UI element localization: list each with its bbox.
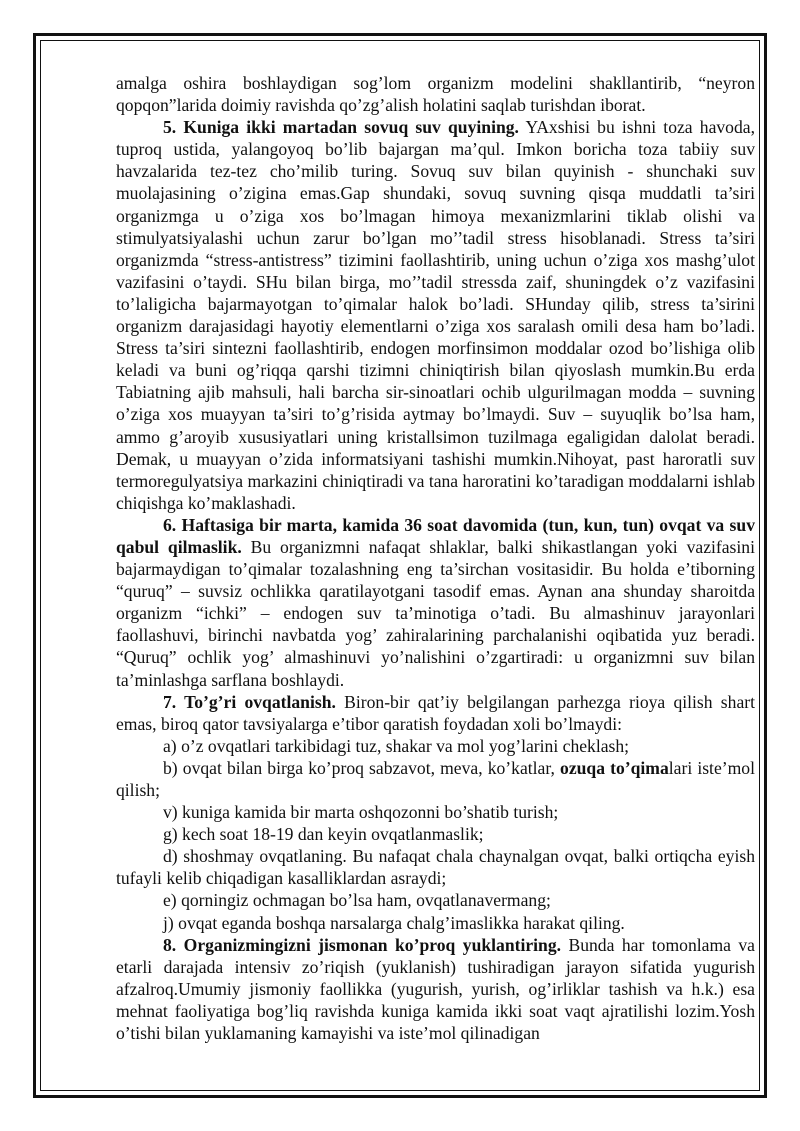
paragraph-6: 6. Haftasiga bir marta, kamida 36 soat davomida (tun, kun, tun) ovqat va suv qabul qilmaslik. Bu organizmni nafaqat shlaklar, balki shikastlangan yoki vazifasini bajarmaydigan to’qimalar tozalashning eng ta’sirchan vositasidir. Bu holda e’tiborning “quruq” – suvsiz ochlikka qaratilayotgani tasodif emas. Aynan ana shunday sharoitda organizm “ichki” – endogen suv ta’minotiga o’tadi. Bu almashinuv jarayonlari faollashuvi, birinchi navbatda yog’ zahiralarining parchalanishi oqibatida yuz beradi. “Quruq” ochlik yog’ almashinuvi yo’nalishini o’zgartiradi: u organizmni suv bilan ta’minlashga sarflana boshlaydi. xyxy=(116,514,755,690)
paragraph-5: 5. Kuniga ikki martadan sovuq suv quyining. YAxshisi bu ishni toza havoda, tuproq ustida, yalangoyoq bo’lib bajargan ma’qul. Imkon boricha toza tabiiy suv havzalarida tez-tez cho’milib turing. Sovuq suv bilan quyinish - shunchaki suv muolajasining o’zigina emas.Gap shundaki, sovuq suvning qisqa muddatli ta’siri organizmga u o’ziga xos bo’lmagan himoya mexanizmlarini tiklab olishi va stimulyatsiyalashi uchun zarur bo’lgan mo’’tadil stress hisoblanadi. Stress ta’siri organizmda “stress-antistress” tizimini faollashtirib, uning uchun o’ziga xos mashg’ulot vazifasini o’taydi. SHu bilan birga, mo’’tadil stressda zaif, shuningdek o’z vazifasini to’laligicha bajarmayotgan to’qimalar halok bo’ladi. SHunday qilib, stress ta’sirini organizm darajasidagi hayotiy elementlarni o’ziga xos saralash omili desa ham bo’ladi. Stress ta’siri sintezni faollashtirib, endogen morfinsimon moddalar ozod bo’lishiga olib keladi va buni og’riqqa qarshi tizimni chiniqtirish bilan qiyoslash mumkin.Bu erda Tabiatning ajib mahsuli, hali barcha sir-sinoatlari ochib ulgurilmagan modda – suvning o’ziga xos muayyan ta’siri to’g’risida aytmay bo’lmaydi. Suv – suyuqlik bo’lsa ham, ammo g’aroyib xususiyatlari uning kristallsimon tuzilmaga egaligidan dalolat beradi. Demak, u muayyan o’zida informatsiyani tashishi mumkin.Nihoyat, past haroratli suv termoregulyatsiya markazini chiniqtiradi va tana haroratini ko’taradigan moddalarni ishlab chiqishga ko’maklashadi. xyxy=(116,117,755,513)
list-item-g: g) kech soat 18-19 dan keyin ovqatlanmaslik; xyxy=(163,824,484,845)
list-item-d: d) shoshmay ovqatlaning. Bu nafaqat chala chaynalgan ovqat, balki ortiqcha eyish tufayli kelib chiqadigan kasalliklardan asraydi; xyxy=(116,846,755,889)
heading-7: 7. To’g’ri ovqatlanish. xyxy=(163,691,336,712)
heading-8: 8. Organizmingizni jismonan ko’proq yuklantiring. xyxy=(163,934,562,955)
paragraph-8: 8. Organizmingizni jismonan ko’proq yuklantiring. Bunda har tomonlama va etarli darajada intensiv zo’riqish (yuklanish) tushiradigan jarayon sifatida yugurish afzalroq.Umumiy jismoniy faollikka (yugurish, yurish, og’irliklar tashish va h.k.) esa mehnat faoliyatiga bog’liq ravishda kuniga kamida ikki soat vaqt ajratilishi lozim.Yosh o’tishi bilan yuklamaning kamayishi va iste’mol qilinadigan xyxy=(116,934,755,1044)
list-item-e: e) qorningiz ochmagan bo’lsa ham, ovqatlanavermang; xyxy=(163,890,551,911)
heading-5: 5. Kuniga ikki martadan sovuq suv quyining. xyxy=(163,117,519,138)
document-body xyxy=(116,72,755,1044)
list-item-v: v) kuniga kamida bir marta oshqozonni bo’shatib turish; xyxy=(163,802,559,823)
list-item-a: a) o’z ovqatlari tarkibidagi tuz, shakar va mol yog’larini cheklash; xyxy=(163,735,630,756)
paragraph-7: 7. To’g’ri ovqatlanish. Biron-bir qat’iy belgilangan parhezga rioya qilish shart emas, biroq qator tavsiyalarga e’tibor qaratish foydadan xoli bo’lmaydi: xyxy=(116,691,755,734)
heading-6: 6. Haftasiga bir marta, kamida 36 soat davomida (tun, kun, tun) ovqat va suv qabul qilmaslik. xyxy=(116,514,755,557)
list-item-b: b) ovqat bilan birga ko’proq sabzavot, meva, ko’katlar, ozuqa to’qimalari iste’mol qilish; xyxy=(116,757,755,800)
paragraph-continuation: amalga oshira boshlaydigan sog’lom organizm modelini shakllantirib, “neyron qopqon”larida doimiy ravishda qo’zg’alish holatini saqlab turishdan iborat. xyxy=(116,73,755,116)
list-item-j: j) ovqat eganda boshqa narsalarga chalg’imaslikka harakat qiling. xyxy=(163,912,625,933)
